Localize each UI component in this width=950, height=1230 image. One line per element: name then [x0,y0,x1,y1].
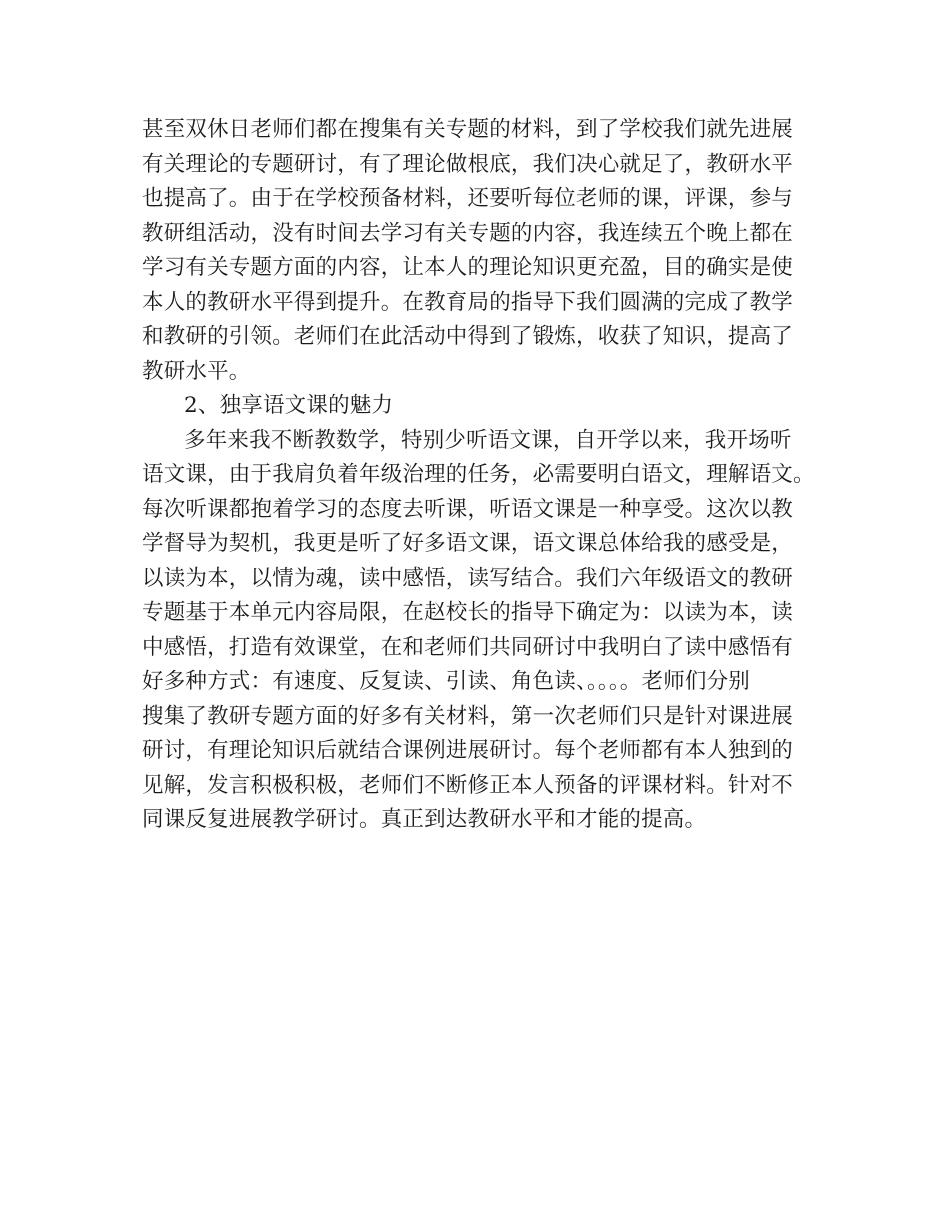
paragraph-line: 本人的教研水平得到提升。在教育局的指导下我们圆满的完成了教学 [142,289,794,315]
paragraph-line: 见解，发言积极积极，老师们不断修正本人预备的评课材料。针对不 [142,772,794,798]
paragraph-line: 也提高了。由于在学校预备材料，还要听每位老师的课，评课，参与 [142,186,794,211]
paragraph-line: 语文课，由于我肩负着年级治理的任务，必需要明白语文，理解语文。 [142,462,815,487]
paragraph-line: 多年来我不断教数学，特别少听语文课，自开学以来，我开场听 [184,427,792,453]
paragraph-line: 好多种方式：有速度、反复读、引读、角色读、。。。。老师们分别 [142,669,751,694]
paragraph-line: 研讨，有理论知识后就结合课例进展研讨。每个老师都有本人独到的 [142,738,794,763]
section-heading: 2、独享语文课的魅力 [184,393,394,418]
paragraph-line: 教研组活动，没有时间去学习有关专题的内容，我连续五个晚上都在 [142,220,794,246]
paragraph-line: 同课反复进展教学研讨。真正到达教研水平和才能的提高。 [142,807,707,832]
paragraph-line: 甚至双休日老师们都在搜集有关专题的材料，到了学校我们就先进展 [142,117,794,142]
body-text [142,113,832,838]
paragraph-line: 学督导为契机，我更是听了好多语文课，语文课总体给我的感受是， [142,531,794,556]
paragraph-line: 专题基于本单元内容局限，在赵校长的指导下确定为：以读为本，读 [142,600,794,625]
paragraph-line: 每次听课都抱着学习的态度去听课，听语文课是一种享受。这次以教 [142,496,794,522]
paragraph-line: 中感悟，打造有效课堂，在和老师们共同研讨中我明白了读中感悟有 [142,634,794,660]
paragraph-line: 教研水平。 [142,358,251,384]
paragraph-line: 以读为本，以情为魂，读中感悟，读写结合。我们六年级语文的教研 [142,565,794,591]
paragraph-line: 搜集了教研专题方面的好多有关材料，第一次老师们只是针对课进展 [142,703,794,729]
paragraph-line: 有关理论的专题研讨，有了理论做根底，我们决心就足了，教研水平 [142,151,794,177]
paragraph-line: 学习有关专题方面的内容，让本人的理论知识更充盈，目的确实是使 [142,255,794,280]
paragraph-line: 和教研的引领。老师们在此活动中得到了锻炼，收获了知识，提高了 [142,324,794,349]
